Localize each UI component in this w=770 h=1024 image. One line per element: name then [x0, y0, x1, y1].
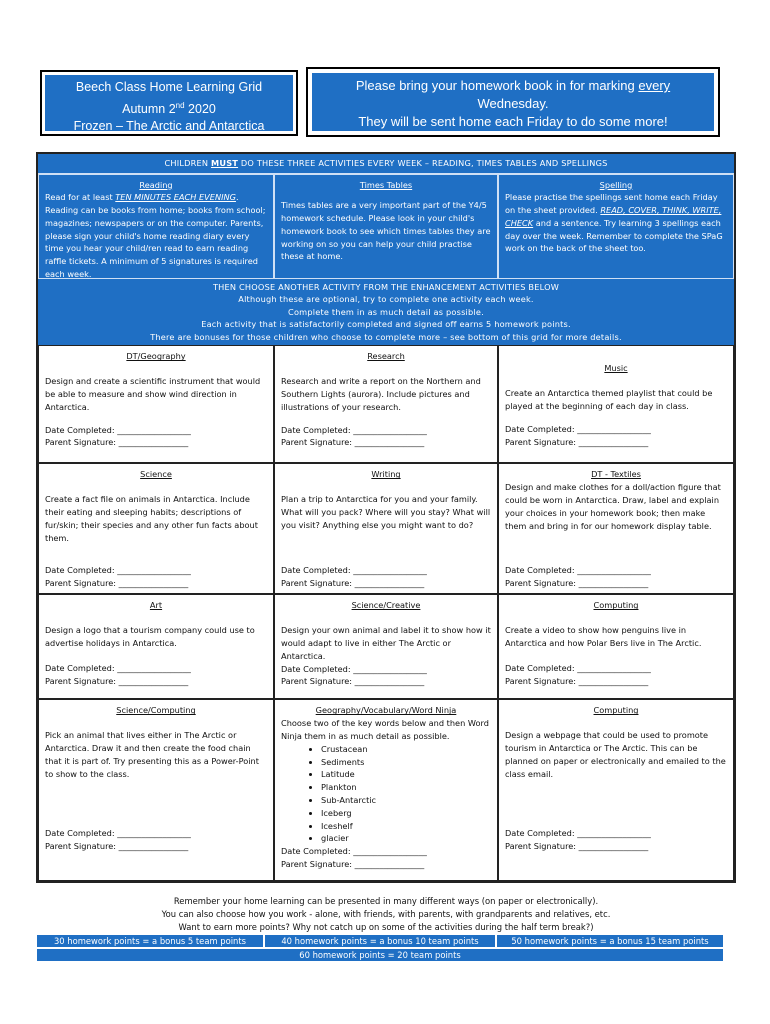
reading-text-pre: Read for at least	[45, 192, 116, 203]
title-line-1: Beech Class Home Learning Grid	[75, 80, 263, 94]
key-word: • Plankton	[321, 781, 491, 794]
notice-line-2: Wednesday.	[477, 96, 549, 111]
activity-text: Create a fact file on animals in Antarctica. Include their eating and sleeping habits; descriptions of fur/skin; their species and any other fun facts about them.	[45, 494, 258, 543]
reading-heading: Reading	[139, 179, 173, 190]
core-banner-must: MUST	[211, 158, 239, 168]
date-completed-field[interactable]: Date Completed: __________________	[45, 424, 191, 435]
homework-grid	[36, 152, 736, 883]
activity-text: Design a logo that a tourism company could use to advertise holidays in Antarctica.	[45, 625, 255, 649]
enhancement-banner	[38, 279, 734, 346]
date-completed-field[interactable]: Date Completed: __________________	[281, 663, 427, 674]
activity-heading: Science/Computing	[116, 705, 196, 716]
parent-signature-field[interactable]: Parent Signature: _________________	[505, 577, 649, 588]
enhancement-line-1: THEN CHOOSE ANOTHER ACTIVITY FROM THE ENHANCEMENT ACTIVITIES BELOW	[212, 281, 560, 292]
notice-line-1	[312, 77, 714, 95]
key-word: • glacier	[321, 832, 491, 845]
date-completed-field[interactable]: Date Completed: __________________	[281, 424, 427, 435]
date-completed-field[interactable]: Date Completed: __________________	[505, 662, 651, 673]
activity-science-computing	[38, 699, 274, 881]
activity-text: Pick an animal that lives either in The Arctic or Antarctica. Draw it and then create the food chain that it is part of. Try presenting this as a Power-Point to show to the class.	[45, 730, 259, 779]
key-word: • Crustacean	[321, 743, 491, 756]
activity-computing-video	[498, 594, 734, 699]
footer-notes	[36, 895, 736, 934]
spelling-emphasis: READ, COVER, THINK, WRITE, CHECK	[505, 205, 722, 228]
spelling-text-pre: Please practise the spellings sent home each Friday on the sheet provided.	[505, 192, 718, 216]
parent-signature-field[interactable]: Parent Signature: _________________	[45, 840, 189, 851]
activity-text: Design and create a scientific instrument that would be able to measure and show wind direction in Antarctica.	[45, 376, 261, 412]
activity-heading: DT/Geography	[126, 351, 186, 362]
parent-signature-field[interactable]: Parent Signature: _________________	[45, 437, 189, 448]
activity-heading: Research	[367, 351, 405, 362]
key-word: • Sediments	[321, 756, 491, 769]
date-completed-field[interactable]: Date Completed: __________________	[505, 423, 651, 434]
bonus-60: 60 homework points = 20 team points	[36, 948, 724, 962]
activity-research	[274, 345, 498, 463]
activity-heading: Art	[149, 600, 163, 611]
enhancement-line-2: Although these are optional, try to complete one activity each week.	[238, 294, 534, 305]
footer-line-2: You can also choose how you work - alone, with friends, with parents, with grandparents and relatives, etc.	[161, 909, 611, 919]
core-banner-post: DO THESE THREE ACTIVITIES EVERY WEEK – READING, TIMES TABLES AND SPELLINGS	[238, 158, 608, 168]
footer-line-3: Want to earn more points? Why not catch up on some of the activities during the half term break?)	[178, 922, 594, 932]
parent-signature-field[interactable]: Parent Signature: _________________	[45, 577, 189, 588]
enhancement-line-5: There are bonuses for those children who choose to complete more – see bottom of this grid for more details.	[150, 331, 622, 342]
enhancement-line-4: Each activity that is satisfactorily completed and signed off earns 5 homework points.	[201, 319, 571, 330]
title-line-2	[45, 97, 293, 119]
title-sup: nd	[175, 100, 185, 110]
date-completed-field[interactable]: Date Completed: __________________	[45, 827, 191, 838]
times-tables-text: Times tables are a very important part of the Y4/5 homework schedule. Please look in your child's homework book to see which times tables they are working on so you can help your child practise these at home.	[281, 200, 491, 262]
date-completed-field[interactable]: Date Completed: __________________	[45, 662, 191, 673]
notice-box	[306, 67, 720, 137]
reading-cell	[38, 174, 274, 279]
notice-text: Please bring your homework book in for marking	[355, 78, 639, 93]
spelling-cell	[498, 174, 734, 279]
activity-text: Design a webpage that could be used to promote tourism in Antarctica or The Arctic. This can be planned on paper or electronically and emailed to the class email.	[505, 730, 726, 779]
activity-text: Design your own animal and label it to show how it would adapt to live in either The Arctic or Antarctica.	[281, 625, 491, 661]
activity-word-ninja	[274, 699, 498, 881]
key-words-list	[281, 743, 491, 845]
bonus-table	[36, 934, 724, 962]
key-word: • Iceshelf	[321, 820, 491, 833]
title-line-3: Frozen – The Arctic and Antarctica	[73, 119, 265, 134]
key-word: • Sub-Antarctic	[321, 794, 491, 807]
activity-text: Research and write a report on the Northern and Southern Lights (aurora). Include pictures and illustrations of your research.	[281, 376, 481, 412]
enhancement-line-3: Complete them in as much detail as possible.	[288, 306, 484, 317]
activity-writing	[274, 463, 498, 594]
date-completed-field[interactable]: Date Completed: __________________	[505, 827, 651, 838]
bonus-row-2	[36, 948, 724, 962]
activity-science	[38, 463, 274, 594]
parent-signature-field[interactable]: Parent Signature: _________________	[505, 436, 649, 447]
bonus-30: 30 homework points = a bonus 5 team points	[36, 934, 264, 948]
activity-text: Choose two of the key words below and then Word Ninja them in as much detail as possible.	[281, 718, 489, 742]
activity-computing-webpage	[498, 699, 734, 881]
times-tables-cell	[274, 174, 498, 279]
parent-signature-field[interactable]: Parent Signature: _________________	[281, 437, 425, 448]
core-banner	[38, 154, 734, 174]
activity-heading: Computing	[593, 600, 639, 611]
title-term: Autumn 2	[122, 101, 176, 116]
bonus-50: 50 homework points = a bonus 15 team points	[496, 934, 724, 948]
parent-signature-field[interactable]: Parent Signature: _________________	[505, 675, 649, 686]
date-completed-field[interactable]: Date Completed: __________________	[45, 564, 191, 575]
notice-underlined: every	[638, 78, 671, 93]
activity-heading: Geography/Vocabulary/Word Ninja	[315, 705, 457, 716]
bonus-row-1	[36, 934, 724, 948]
parent-signature-field[interactable]: Parent Signature: _________________	[281, 676, 425, 687]
key-word: • Latitude	[321, 768, 491, 781]
activity-science-creative	[274, 594, 498, 699]
activity-text: Design and make clothes for a doll/action figure that could be worn in Antarctica. Draw, label and explain your choices in your homework book; then make them and bring in for our homework display table.	[505, 482, 721, 531]
activity-music	[498, 345, 734, 463]
parent-signature-field[interactable]: Parent Signature: _________________	[505, 840, 649, 851]
footer-line-1: Remember your home learning can be presented in many different ways (on paper or electronically).	[173, 896, 599, 906]
activity-row-4	[38, 699, 734, 881]
core-banner-pre: CHILDREN	[164, 158, 211, 168]
activity-heading: Science/Creative	[351, 600, 421, 611]
title-box	[40, 70, 298, 136]
activity-row-3	[38, 594, 734, 699]
spelling-heading: Spelling	[599, 179, 633, 190]
times-tables-heading: Times Tables	[359, 179, 413, 190]
activity-heading: Writing	[371, 469, 401, 480]
activity-heading: Music	[604, 363, 628, 374]
date-completed-field[interactable]: Date Completed: __________________	[281, 846, 427, 857]
activity-text: Create a video to show how penguins live in Antarctica and how Polar Bers live in The Arctic.	[505, 625, 702, 649]
parent-signature-field[interactable]: Parent Signature: _________________	[45, 675, 189, 686]
bonus-40: 40 homework points = a bonus 10 team points	[264, 934, 496, 948]
activity-text: Create an Antarctica themed playlist that could be played at the beginning of each day in class.	[505, 388, 713, 412]
title-year: 2020	[184, 101, 216, 116]
activity-dt-geography	[38, 345, 274, 463]
activity-row-2	[38, 463, 734, 594]
notice-line-3: They will be sent home each Friday to do some more!	[358, 114, 668, 129]
notice-inner	[311, 72, 715, 132]
key-word: • Iceberg	[321, 807, 491, 820]
reading-emphasis: TEN MINUTES EACH EVENING	[115, 192, 236, 203]
activity-heading: DT - Textiles	[591, 469, 641, 480]
spelling-text-post: and a sentence. Try learning 3 spellings each day over the week. Remember to complete the SPaG work on the back of the sheet too.	[505, 217, 723, 254]
parent-signature-field[interactable]: Parent Signature: _________________	[281, 577, 425, 588]
date-completed-field[interactable]: Date Completed: __________________	[505, 564, 651, 575]
date-completed-field[interactable]: Date Completed: __________________	[281, 564, 427, 575]
activity-dt-textiles	[498, 463, 734, 594]
activity-art	[38, 594, 274, 699]
activity-text: Plan a trip to Antarctica for you and your family. What will you pack? Where will you stay? What will you visit? Anything else you might want to do?	[281, 494, 491, 530]
activity-heading: Computing	[593, 705, 639, 716]
reading-text-post: . Reading can be books from home; books from school; magazines; newspapers or on the computer. Parents, please sign your child's home reading diary every time you hear your child/ren read to earn reading raffle tickets. A minimum of 5 signatures is required each week.	[45, 192, 266, 280]
core-row	[38, 174, 734, 279]
title-inner	[44, 74, 294, 132]
parent-signature-field[interactable]: Parent Signature: _________________	[281, 859, 425, 870]
activity-heading: Science	[140, 469, 172, 480]
activity-row-1	[38, 345, 734, 463]
